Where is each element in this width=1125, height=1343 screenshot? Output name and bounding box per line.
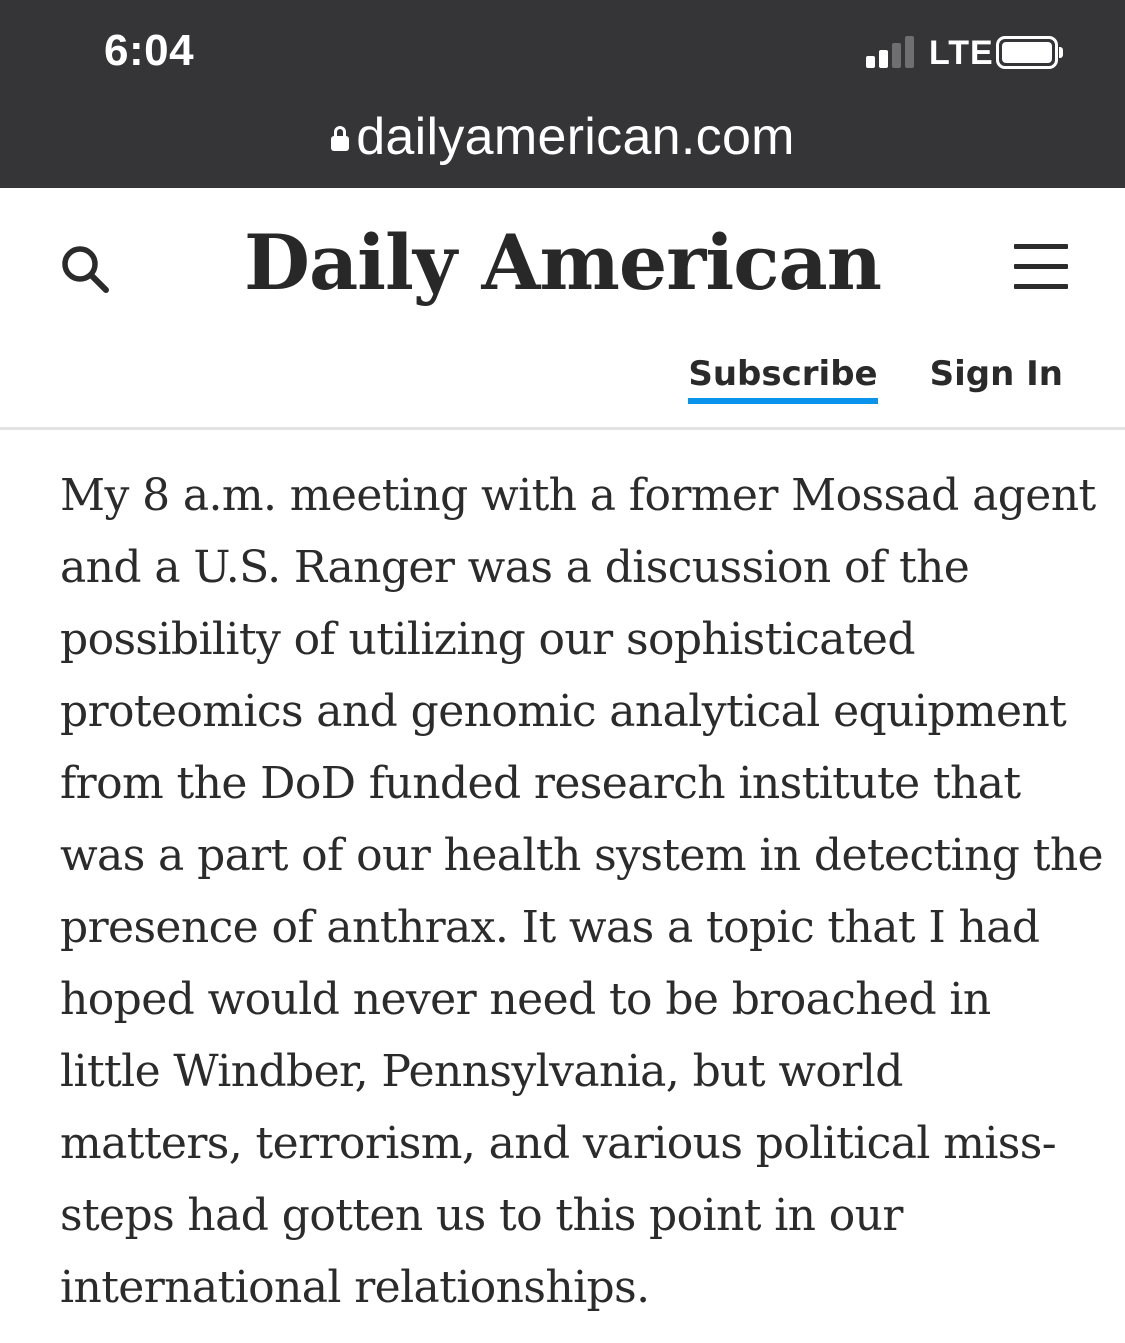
- battery-icon: [996, 36, 1062, 69]
- article-line: was a part of our health system in detecting the: [60, 830, 1103, 881]
- article-line: from the DoD funded research institute that: [60, 758, 1021, 809]
- signal-bar-3: [892, 43, 901, 68]
- article-line: international relationships.: [60, 1262, 650, 1313]
- battery-fill: [1002, 42, 1052, 63]
- signal-bar-1: [866, 56, 875, 68]
- search-icon: [56, 240, 116, 300]
- article-line: My 8 a.m. meeting with a former Mossad agent: [60, 470, 1096, 521]
- network-type: LTE: [929, 34, 994, 72]
- signal-bar-4: [905, 36, 914, 68]
- article-body: [60, 460, 1103, 1324]
- site-title[interactable]: Daily American: [244, 218, 881, 307]
- article-line: proteomics and genomic analytical equipment: [60, 686, 1067, 737]
- menu-button[interactable]: [1012, 244, 1070, 290]
- signal-bar-2: [879, 50, 888, 68]
- battery-nub: [1059, 47, 1063, 58]
- search-button[interactable]: [56, 240, 116, 300]
- article-line: hoped would never need to be broached in: [60, 974, 991, 1025]
- cellular-signal-icon: [866, 36, 918, 68]
- article-line: steps had gotten us to this point in our: [60, 1190, 903, 1241]
- article-line: little Windber, Pennsylvania, but world: [60, 1046, 903, 1097]
- hamburger-line-middle: [1014, 264, 1068, 269]
- address-bar[interactable]: [0, 106, 1125, 168]
- url-text: dailyamerican.com: [356, 108, 795, 166]
- article-line: and a U.S. Ranger was a discussion of the: [60, 542, 970, 593]
- sign-in-link[interactable]: Sign In: [929, 354, 1063, 394]
- subscribe-link[interactable]: Subscribe: [688, 354, 877, 404]
- lock-icon: [330, 126, 350, 152]
- hamburger-line-bottom: [1014, 284, 1068, 289]
- article-line: matters, terrorism, and various political miss-: [60, 1118, 1057, 1169]
- site-header: [0, 188, 1125, 430]
- article-line: possibility of utilizing our sophisticated: [60, 614, 915, 665]
- lock-body: [331, 136, 349, 151]
- auth-links: [688, 354, 1063, 404]
- status-time: 6:04: [104, 26, 195, 75]
- browser-chrome: [0, 0, 1125, 188]
- article-line: presence of anthrax. It was a topic that I had: [60, 902, 1040, 953]
- hamburger-line-top: [1014, 244, 1068, 249]
